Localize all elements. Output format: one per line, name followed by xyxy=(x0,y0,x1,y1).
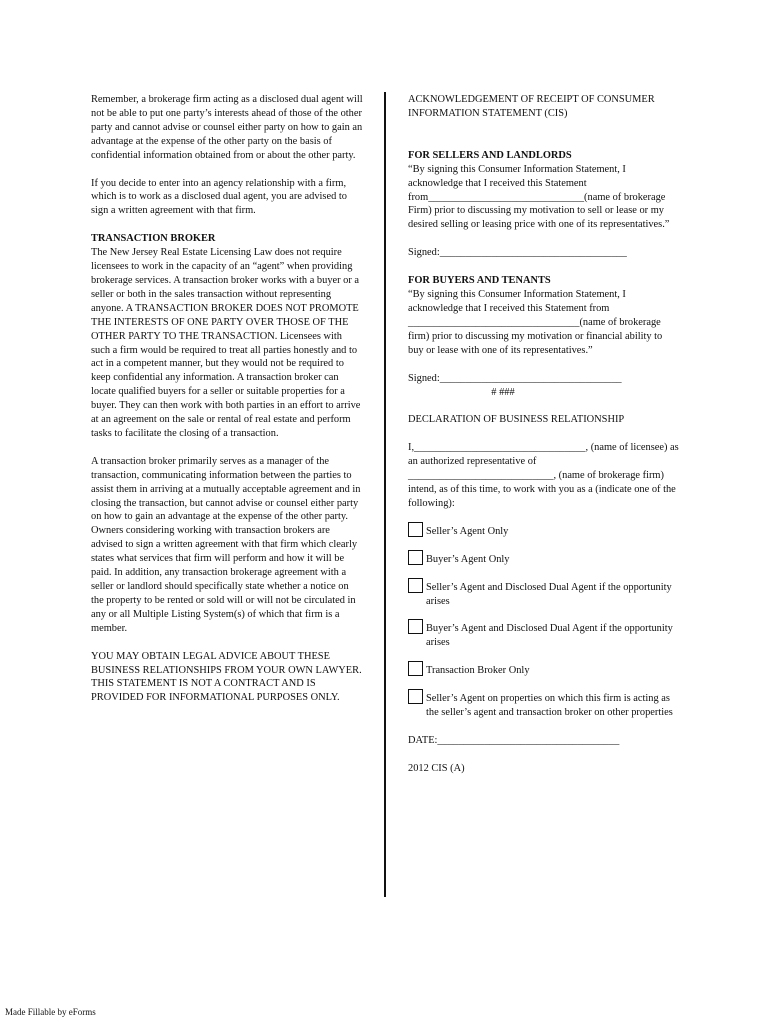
transaction-broker-heading: TRANSACTION BROKER xyxy=(91,233,216,245)
option-buyers-agent-only[interactable] xyxy=(408,553,680,567)
option-label: Seller’s Agent Only xyxy=(426,525,509,537)
option-transaction-broker-only[interactable] xyxy=(408,664,680,678)
acknowledgement-title: ACKNOWLEDGEMENT OF RECEIPT OF CONSUMER INFORMATION STATEMENT (CIS) xyxy=(408,94,655,119)
buyers-heading: FOR BUYERS AND TENANTS xyxy=(408,275,551,287)
checkbox[interactable] xyxy=(408,619,423,634)
option-label: Transaction Broker Only xyxy=(426,665,530,677)
not-contract-notice: THIS STATEMENT IS NOT A CONTRACT AND IS PROVIDED FOR INFORMATIONAL PURPOSES ONLY. xyxy=(91,678,340,704)
hash-marks: # ### xyxy=(491,386,515,398)
agency-agreement-paragraph: If you decide to enter into an agency relationship with a firm, which is to work as a disclosed dual agent, you are advised to sign a written agreement with that firm. xyxy=(91,177,347,217)
date-line[interactable]: DATE:___________________________________ xyxy=(408,735,620,746)
sellers-signature-line[interactable]: Signed:____________________________________ xyxy=(408,247,627,259)
transaction-broker-manager-paragraph: A transaction broker primarily serves as a manager of the transaction, communicating information between the parties to assist them in arriving at a mutually acceptable agreement and in closing the transaction, but cannot advise or counsel either party on how to gain an advantage at the expense of the other party. Owners considering working with transaction brokers are advised to sign a written agreement with that firm which clearly states what services that firm will perform and how it will be paid. In addition, any transaction brokerage agreement with a seller or landlord should specifically state whether a notice on the property to be rented or sold will or will not be circulated in any or all Multiple Listing System(s) of which that firm is a member. xyxy=(91,455,361,634)
checkbox[interactable] xyxy=(408,522,423,537)
option-label: Seller’s Agent on properties on which this firm is acting as the seller’s agent and transaction broker on other properties xyxy=(426,693,673,719)
footer-credit: Made Fillable by eForms xyxy=(5,1007,96,1017)
checkbox[interactable] xyxy=(408,578,423,593)
buyers-signature-line[interactable]: Signed:___________________________________ xyxy=(408,372,622,384)
legal-advice-notice: YOU MAY OBTAIN LEGAL ADVICE ABOUT THESE BUSINESS RELATIONSHIPS FROM YOUR OWN LAWYER. xyxy=(91,650,362,676)
buyers-statement: “By signing this Consumer Information Statement, I acknowledge that I received this Statement from _________________________________(name of brokerage firm) prior to discussing my motivation or financial ability to buy or lease with one of its representatives.” xyxy=(408,289,663,356)
transaction-broker-paragraph: The New Jersey Real Estate Licensing Law does not require licensees to work in the capacity of an “agent” when providing brokerage services. A transaction broker works with a buyer or a seller or both in the sales transaction without representing anyone. A TRANSACTION BROKER DOES NOT PROMOTE THE INTERESTS OF ONE PARTY OVER THOSE OF THE OTHER PARTY TO THE TRANSACTION. Licensees with such a firm would be required to treat all parties honestly and to act in a competent manner, but they would not be required to keep confidential any information. A transaction broker can locate qualified buyers for a seller or suitable properties for a buyer. They can then work with both parties in an effort to arrive at an agreement on the sale or rental of real estate and perform tasks to facilitate the closing of a transaction. xyxy=(91,247,361,439)
form-code: 2012 CIS (A) xyxy=(408,762,465,774)
sellers-statement: “By signing this Consumer Information Statement, I acknowledge that I received this Statement from______________________________(name of brokerage Firm) prior to discussing my motivation to sell or lease or my desired selling or leasing price with one of its representatives.” xyxy=(408,163,670,231)
option-label: Buyer’s Agent and Disclosed Dual Agent if the opportunity arises xyxy=(426,623,673,649)
option-sellers-agent-transaction-broker[interactable] xyxy=(408,692,680,720)
declaration-title: DECLARATION OF BUSINESS RELATIONSHIP xyxy=(408,414,625,426)
checkbox[interactable] xyxy=(408,689,423,704)
declaration-text[interactable]: I,_________________________________, (name of licensee) as an authorized representative of ____________________________, (name of brokerage firm) intend, as of this time, to work with you as a (indicate one of the following): xyxy=(408,442,679,509)
checkbox[interactable] xyxy=(408,661,423,676)
option-label: Buyer’s Agent Only xyxy=(426,553,510,565)
option-sellers-agent-only[interactable] xyxy=(408,525,680,539)
column-divider xyxy=(384,92,386,897)
dual-agent-paragraph: Remember, a brokerage firm acting as a disclosed dual agent will not be able to put one party’s interests ahead of those of the other party and cannot advise or counsel either party on how to gain an advantage at the expense of the other party on the basis of confidential information obtained from or about the other party. xyxy=(91,94,363,161)
option-sellers-agent-dual[interactable] xyxy=(408,581,680,609)
left-column xyxy=(91,93,363,705)
option-buyers-agent-dual[interactable] xyxy=(408,622,680,650)
option-label: Seller’s Agent and Disclosed Dual Agent if the opportunity arises xyxy=(426,581,672,607)
right-column xyxy=(408,93,680,776)
checkbox[interactable] xyxy=(408,550,423,565)
sellers-heading: FOR SELLERS AND LANDLORDS xyxy=(408,149,572,161)
